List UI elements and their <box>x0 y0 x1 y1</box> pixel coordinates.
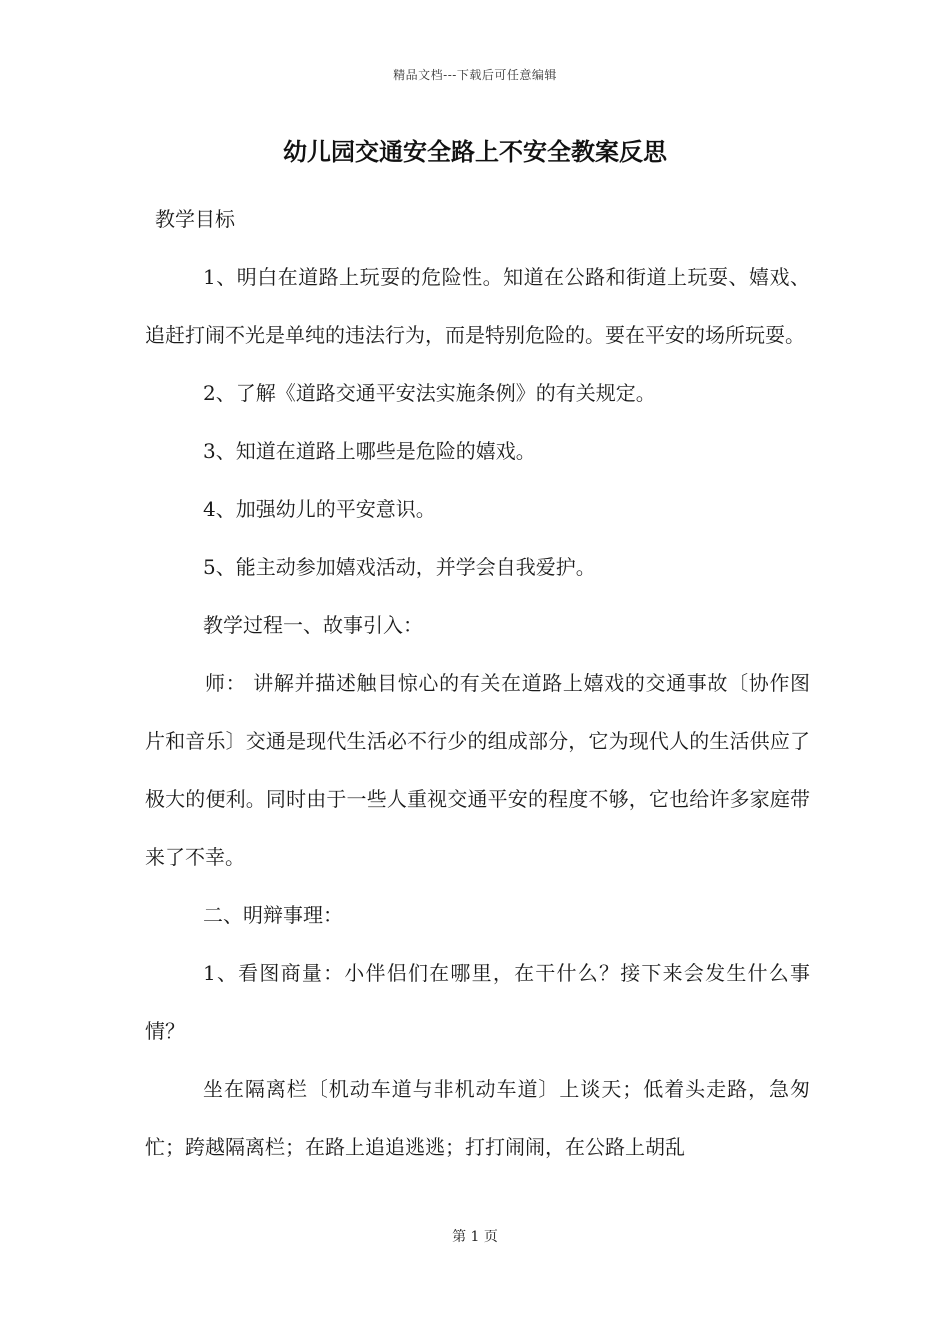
paragraph: 3、知道在道路上哪些是危险的嬉戏。 <box>203 439 536 463</box>
paragraph: 1、明白在道路上玩耍的危险性。知道在公路和街道上玩耍、嬉戏、追赶打闹不光是单纯的违法行为，而是特别危险的。要在平安的场所玩耍。 <box>145 265 810 347</box>
paragraph: 师： 讲解并描述触目惊心的有关在道路上嬉戏的交通事故〔协作图片和音乐〕交通是现代生活必不行少的组成部分，它为现代人的生活供应了极大的便利。同时由于一些人重视交通平安的程度不够，它也给许多家庭带来了不幸。 <box>145 671 810 869</box>
paragraph-heading-reasoning: 二、明辩事理： <box>203 903 343 927</box>
paragraph-heading-process: 教学过程一、故事引入： <box>203 613 423 637</box>
document-body <box>145 190 810 1176</box>
document-title: 幼儿园交通安全路上不安全教案反思 <box>283 137 667 166</box>
paragraph: 1、看图商量：小伴侣们在哪里，在干什么？接下来会发生什么事情？ <box>145 961 810 1043</box>
page-header: 精品文档---下载后可任意编辑 <box>393 68 557 82</box>
paragraph: 5、能主动参加嬉戏活动，并学会自我爱护。 <box>203 555 596 579</box>
page-number: 第 1 页 <box>452 1229 498 1245</box>
paragraph: 坐在隔离栏〔机动车道与非机动车道〕上谈天；低着头走路，急匆忙；跨越隔离栏；在路上追追逃逃；打打闹闹，在公路上胡乱 <box>145 1077 810 1159</box>
paragraph-heading-goals: 教学目标 <box>155 207 235 231</box>
paragraph: 4、加强幼儿的平安意识。 <box>203 497 436 521</box>
paragraph: 2、了解《道路交通平安法实施条例》的有关规定。 <box>203 381 656 405</box>
